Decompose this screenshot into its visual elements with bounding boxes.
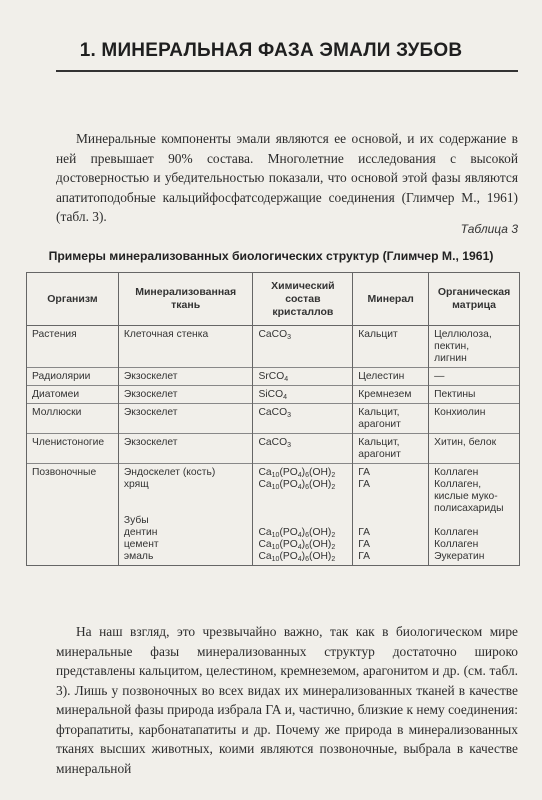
header-tissue: Минерализованная ткань <box>118 273 253 326</box>
ha-formula: $Ca_{10}(PO_4)_6(OH)_2$ <box>258 467 336 479</box>
cell-organism: Членистоногие <box>27 434 119 464</box>
ha-formula: $Ca_{10}(PO_4)_6(OH)_2$ <box>258 539 336 551</box>
header-chemistry: Химический состав кристаллов <box>253 273 353 326</box>
cell-matrix: Хитин, белок <box>429 434 520 464</box>
cell-matrix: Целлюлоза, пектин, лигнин <box>429 326 520 368</box>
cell-organism: Радиолярии <box>27 368 119 386</box>
cell-tissue: Экзоскелет <box>118 386 253 404</box>
table-row-vertebrates <box>27 464 520 566</box>
title-underline <box>56 70 518 72</box>
cell-tissue: Эндоскелет (кость) хрящ Зубы дентин цемент эмаль <box>118 464 253 566</box>
cell-matrix: Пектины <box>429 386 520 404</box>
cell-tissue: Экзоскелет <box>118 434 253 464</box>
cell-matrix: Конхиолин <box>429 404 520 434</box>
ha-formula: $Ca_{10}(PO_4)_6(OH)_2$ <box>258 479 336 491</box>
ha-formula: $Ca_{10}(PO_4)_6(OH)_2$ <box>258 527 336 539</box>
table-label: Таблица 3 <box>460 222 518 236</box>
cell-mineral: Кальцит <box>353 326 429 368</box>
ha-formula: $Ca_{10}(PO_4)_6(OH)_2$ <box>258 551 336 563</box>
table-row-plants <box>27 326 520 368</box>
header-organism: Организм <box>27 273 119 326</box>
cell-mineral: Кальцит, арагонит <box>353 404 429 434</box>
cell-chemistry: CaCO$_3$ <box>253 404 353 434</box>
cell-chemistry <box>253 464 353 566</box>
cell-mineral: Кремнезем <box>353 386 429 404</box>
cell-mineral: Целестин <box>353 368 429 386</box>
cell-tissue: Экзоскелет <box>118 404 253 434</box>
cell-chemistry: CaCO$_3$ <box>253 434 353 464</box>
minerals-table <box>26 272 520 566</box>
discussion-paragraph: На наш взгляд, это чрезвычайно важно, так как в биологическом мире минеральные фазы минерализованных структур достаточно широко представлены кальцитом, целестином, кремнеземом, арагонитом и др. (см. табл. 3). Лишь у позвоночных во всех видах их минерализованных тканей в качестве минеральной фазы природа избрала ГА и, частично, близкие к нему соединения: фторапатиты, карбонатапатиты и др. Почему же природа в минерализованных тканях высших животных, коими являются позвоночные, выбрала в качестве минеральной <box>56 624 518 776</box>
header-mineral: Минерал <box>353 273 429 326</box>
cell-matrix: Коллаген Коллаген, кислые муко- полисахариды Коллаген Коллаген Эукератин <box>429 464 520 566</box>
header-matrix: Органическая матрица <box>429 273 520 326</box>
cell-mineral: Кальцит, арагонит <box>353 434 429 464</box>
table-row-arthropods <box>27 434 520 464</box>
cell-organism: Позвоночные <box>27 464 119 566</box>
table-header-row <box>27 273 520 326</box>
table-row-diatoms <box>27 386 520 404</box>
table-row-radiolaria <box>27 368 520 386</box>
cell-chemistry: CaCO$_3$ <box>253 326 353 368</box>
cell-chemistry: SiCO$_4$ <box>253 386 353 404</box>
cell-matrix: — <box>429 368 520 386</box>
cell-organism: Растения <box>27 326 119 368</box>
intro-paragraph: Минеральные компоненты эмали являются ее основой, и их содержание в ней превышает 90% состава. Многолетние исследования с высокой достоверностью и убедительностью показали, что основой этой фазы являются апатитоподобные кальцийфосфатсодержащие соединения (Глимчер М., 1961) (табл. 3). <box>56 131 518 224</box>
cell-mineral: ГА ГА ГА ГА ГА <box>353 464 429 566</box>
cell-tissue: Клеточная стенка <box>118 326 253 368</box>
cell-organism: Диатомеи <box>27 386 119 404</box>
chapter-title: 1. МИНЕРАЛЬНАЯ ФАЗА ЭМАЛИ ЗУБОВ <box>79 40 463 61</box>
cell-tissue: Экзоскелет <box>118 368 253 386</box>
cell-chemistry: SrCO$_4$ <box>253 368 353 386</box>
cell-organism: Моллюски <box>27 404 119 434</box>
table-caption: Примеры минерализованных биологических структур (Глимчер М., 1961) <box>48 249 494 263</box>
table-row-mollusks <box>27 404 520 434</box>
